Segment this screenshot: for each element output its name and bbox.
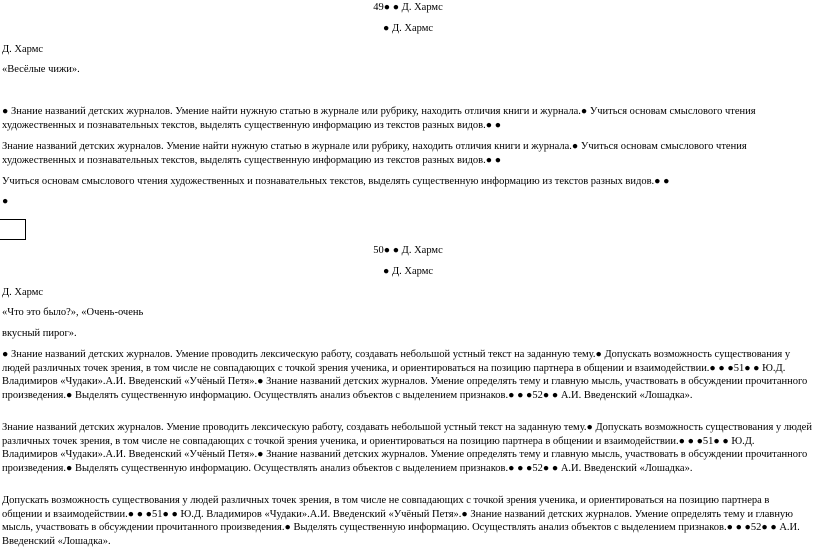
- description-paragraph-1: ● Знание названий детских журналов. Умение найти нужную статью в журнале или рубрику, находить отличия книги и журнала.● Учиться основам смыслового чтения художественных и познавательных текстов, выделять существенную информацию из текстов разных видов.● ●: [2, 106, 756, 131]
- work-title-line-1: «Что это было?», «Очень-очень: [2, 307, 144, 318]
- section-subheader-49: ● Д. Хармс: [382, 23, 434, 34]
- description-paragraph-1: ● Знание названий детских журналов. Умение проводить лексическую работу, создавать небольшой устный текст на заданную тему.● Допускать возможность существования у людей различных точек зрения, в том числе не совпадающих с точкой зрения ученика, и ориентироваться на позицию партнера в общении и взаимодействии.● ● ●51● ● Ю.Д. Владимиров «Чудаки».А.И. Введенский «Учёный Петя».● Знание названий детских журналов. Умение определять тему и главную мысль, участвовать в обсуждении прочитанного произведения.● Выделять существенную информацию. Осуществлять анализ объектов с выделением признаков.● ● ●52● ● А.И. Введенский «Лошадка».: [2, 349, 808, 401]
- description-paragraph-3: Учиться основам смыслового чтения художественных и познавательных текстов, выделять существенную информацию из текстов разных видов.● ●: [2, 176, 670, 187]
- description-paragraph-2: Знание названий детских журналов. Умение найти нужную статью в журнале или рубрику, находить отличия книги и журнала.● Учиться основам смыслового чтения художественных и познавательных текстов, выделять существенную информацию из текстов разных видов.● ●: [2, 141, 747, 166]
- section-subheader-50: ● Д. Хармс: [382, 266, 434, 277]
- description-paragraph-2: Знание названий детских журналов. Умение проводить лексическую работу, создавать небольшой устный текст на заданную тему.● Допускать возможность существования у людей различных точек зрения, в том числе не совпадающих с точкой зрения ученика, и ориентироваться на позицию партнера в общении и взаимодействии.● ● ●51● ● Ю.Д. Владимиров «Чудаки».А.И. Введенский «Учёный Петя».● Знание названий детских журналов. Умение определять тему и главную мысль, участвовать в обсуждении прочитанного произведения.● Выделять существенную информацию. Осуществлять анализ объектов с выделением признаков.● ● ●52● ● А.И. Введенский «Лошадка».: [2, 422, 812, 474]
- work-title-line-2: вкусный пирог».: [2, 328, 77, 339]
- description-paragraph-3: Допускать возможность существования у людей различных точек зрения, в том числе не совпадающих с точкой зрения ученика, и ориентироваться на позицию партнера в общении и взаимодействии.● ● ●51● ● Ю.Д. Владимиров «Чудаки».А.И. Введенский «Учёный Петя».● Знание названий детских журналов. Умение определять тему и главную мысль, участвовать в обсуждении прочитанного произведения.● Выделять существенную информацию. Осуществлять анализ объектов с выделением признаков.● ● ●52● ● А.И. Введенский «Лошадка».: [2, 495, 800, 547]
- author-name: Д. Хармс: [2, 287, 44, 298]
- work-title: «Весёлые чижи».: [2, 64, 80, 75]
- bullet-marker: ●: [2, 196, 9, 207]
- section-header-50: 50● ● Д. Хармс: [373, 245, 443, 256]
- author-name: Д. Хармс: [2, 44, 44, 55]
- empty-table-cell: [0, 219, 26, 240]
- section-header-49: 49● ● Д. Хармс: [373, 2, 443, 13]
